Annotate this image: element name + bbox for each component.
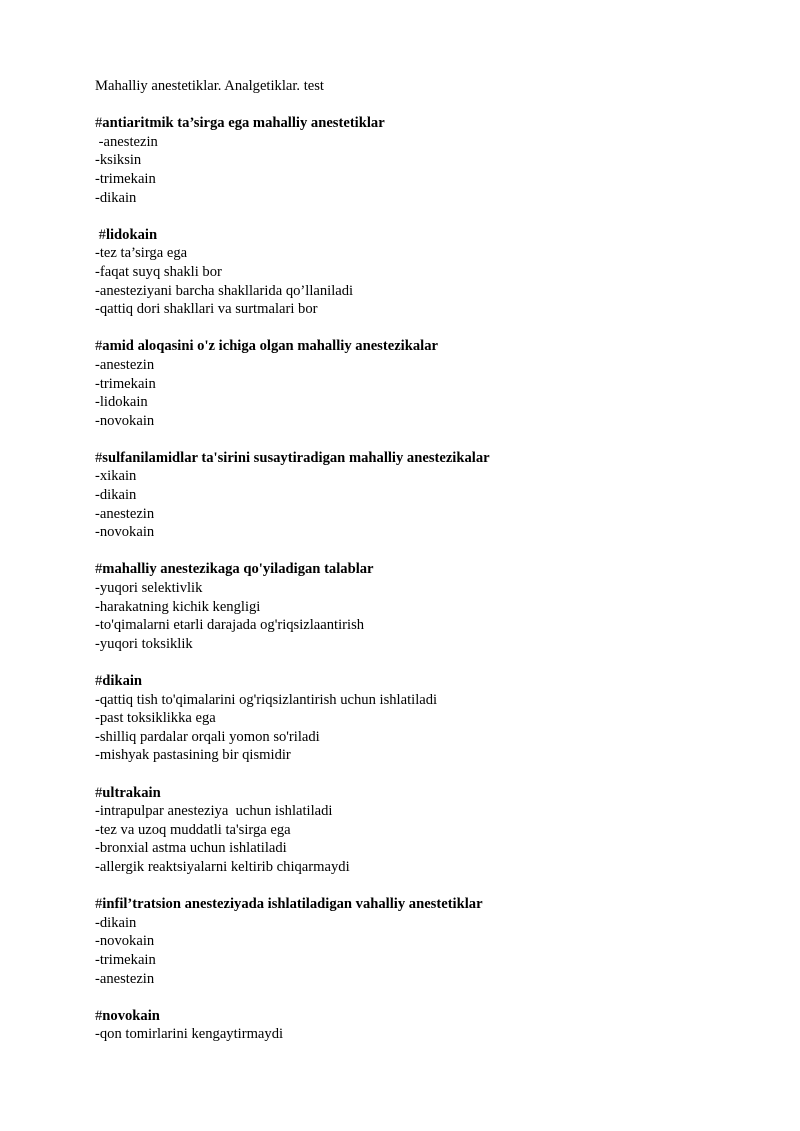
answer-option: -xikain xyxy=(95,468,137,485)
question-block xyxy=(95,114,755,207)
answer-option: -trimekain xyxy=(95,375,156,392)
question-marker: # xyxy=(95,1007,103,1024)
answer-option: -harakatning kichik kengligi xyxy=(95,598,261,615)
question-text: dikain xyxy=(102,673,143,689)
question-block xyxy=(95,1007,755,1044)
answer-option: -to'qimalarni etarli darajada og'riqsizlaantirish xyxy=(95,617,365,634)
spacer xyxy=(95,430,755,449)
answer-option: -intrapulpar anesteziya uchun ishlatiladi xyxy=(95,803,333,820)
question-heading xyxy=(95,672,755,691)
question-marker: # xyxy=(95,338,103,355)
answer-option: -tez va uzoq muddatli ta'sirga ega xyxy=(95,821,291,838)
answer-option: -lidokain xyxy=(95,394,148,411)
question-text: novokain xyxy=(102,1007,160,1024)
answer-option: -anestezin xyxy=(95,505,155,522)
question-marker: # xyxy=(95,226,106,243)
answer-option: -dikain xyxy=(95,189,137,206)
question-list xyxy=(95,114,755,1044)
spacer xyxy=(95,319,755,338)
question-block xyxy=(95,226,755,319)
spacer xyxy=(95,96,755,115)
question-marker: # xyxy=(95,115,103,132)
question-heading xyxy=(95,560,755,579)
question-heading xyxy=(95,337,755,356)
question-block xyxy=(95,784,755,877)
question-marker: # xyxy=(95,673,103,689)
answer-option: -anestezin xyxy=(95,133,158,150)
answer-option: -novokain xyxy=(95,412,155,429)
answer-option: -qon tomirlarini kengaytirmaydi xyxy=(95,1026,284,1043)
document-title: Mahalliy anestetiklar. Analgetiklar. test xyxy=(95,78,324,94)
question-text: lidokain xyxy=(105,226,158,243)
question-heading xyxy=(95,784,755,803)
spacer xyxy=(95,765,755,784)
question-heading xyxy=(95,1007,755,1026)
question-heading xyxy=(95,449,755,468)
answer-option: -faqat suyq shakli bor xyxy=(95,263,222,280)
question-text: amid aloqasini o'z ichiga olgan mahalliy anestezikalar xyxy=(102,338,438,355)
question-heading xyxy=(95,895,755,914)
answer-option: -mishyak pastasining bir qismidir xyxy=(95,747,291,764)
spacer xyxy=(95,653,755,672)
question-text: infil’tratsion anesteziyada ishlatiladigan vahalliy anestetiklar xyxy=(102,896,483,913)
answer-option: -yuqori toksiklik xyxy=(95,635,193,652)
answer-option: -ksiksin xyxy=(95,152,142,169)
answer-option: -anesteziyani barcha shakllarida qo’llaniladi xyxy=(95,282,354,299)
answer-option: -anestezin xyxy=(95,970,155,987)
spacer xyxy=(95,542,755,561)
answer-option: -trimekain xyxy=(95,951,156,968)
question-heading xyxy=(95,226,755,245)
answer-option: -tez ta’sirga ega xyxy=(95,245,188,262)
answer-option: -past toksiklikka ega xyxy=(95,710,216,727)
document-page xyxy=(95,77,755,1044)
answer-option: -qattiq tish to'qimalarini og'riqsizlantirish uchun ishlatiladi xyxy=(95,691,438,708)
question-block xyxy=(95,449,755,542)
answer-option: -qattiq dori shakllari va surtmalari bor xyxy=(95,301,318,318)
answer-option: -allergik reaktsiyalarni keltirib chiqarmaydi xyxy=(95,858,350,875)
question-marker: # xyxy=(95,449,103,466)
question-text: antiaritmik ta’sirga ega mahalliy anestetiklar xyxy=(102,115,385,132)
answer-option: -yuqori selektivlik xyxy=(95,580,203,597)
question-marker: # xyxy=(95,561,103,578)
spacer xyxy=(95,988,755,1007)
answer-option: -trimekain xyxy=(95,170,156,187)
answer-option: -dikain xyxy=(95,914,137,931)
question-block xyxy=(95,672,755,765)
spacer xyxy=(95,207,755,226)
question-marker: # xyxy=(95,896,103,913)
answer-option: -dikain xyxy=(95,487,137,504)
answer-option: -bronxial astma uchun ishlatiladi xyxy=(95,840,287,857)
question-text: mahalliy anestezikaga qo'yiladigan talablar xyxy=(102,561,374,578)
question-heading xyxy=(95,114,755,133)
question-text: sulfanilamidlar ta'sirini susaytiradigan mahalliy anestezikalar xyxy=(102,449,490,466)
answer-option: -novokain xyxy=(95,524,155,541)
spacer xyxy=(95,877,755,896)
question-block xyxy=(95,560,755,653)
answer-option: -novokain xyxy=(95,933,155,950)
answer-option: -anestezin xyxy=(95,356,155,373)
question-block xyxy=(95,895,755,988)
question-marker: # xyxy=(95,784,103,801)
answer-option: -shilliq pardalar orqali yomon so'riladi xyxy=(95,728,320,745)
question-block xyxy=(95,337,755,430)
question-text: ultrakain xyxy=(102,784,161,801)
